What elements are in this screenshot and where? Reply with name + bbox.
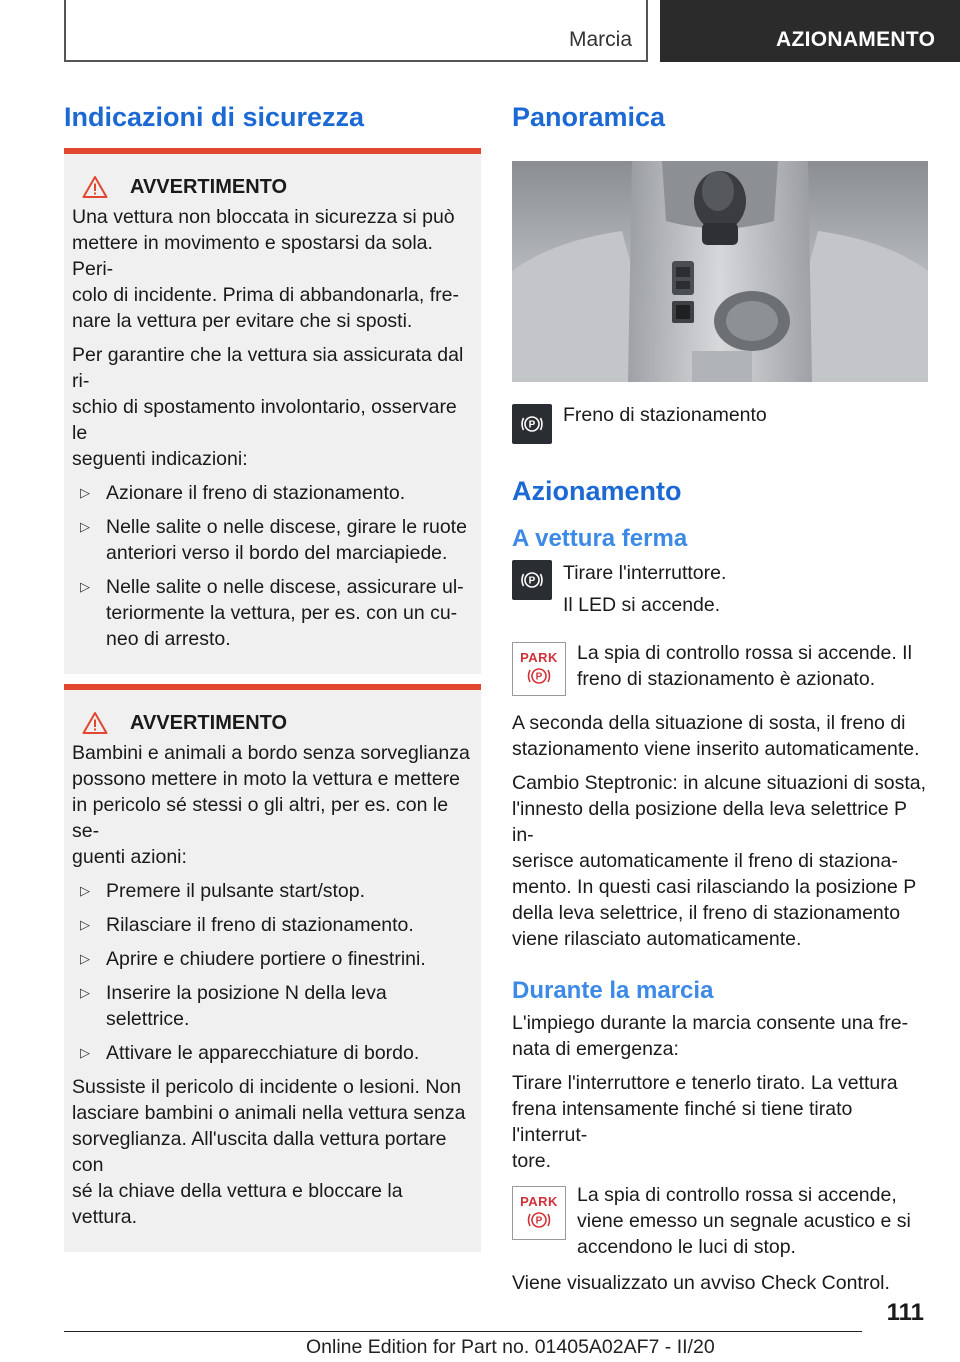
line: Per garantire che la vettura sia assicurata dal ri- [72,344,464,392]
emergency-braking-para: L'impiego durante la marcia consente una fre- nata di emergenza: [512,1012,909,1060]
warning-triangle-icon [82,175,108,199]
list-item [72,946,473,972]
overview-heading: Panoramica [512,102,666,132]
warning-box-1 [64,148,481,674]
park-indicator-row-1 [512,640,932,700]
left-column [64,100,481,1252]
warning-title-text-1: AVVERTIMENTO [130,175,288,198]
warning2-para2 [72,1074,473,1230]
bullet-text: Attivare le apparecchiature di bordo. [106,1042,420,1064]
list-item [72,1040,473,1066]
warning-box-2 [64,684,481,1252]
bullet-text: Azionare il freno di stazionamento. [106,482,406,504]
pull-switch-text: Tirare l'interruttore. [563,562,727,584]
park-indicator-icon [512,642,566,696]
safety-heading: Indicazioni di sicurezza [64,102,365,132]
header-section-label: Marcia [568,28,632,51]
warning-title-2 [72,710,473,736]
header-chapter-label: AZIONAMENTO [776,28,936,51]
park-label: PARK [520,1194,558,1209]
bullet-triangle-icon: ▷ [80,519,90,534]
bullet-triangle-icon: ▷ [80,951,90,966]
right-column [512,100,932,1304]
park-indicator-row-2 [512,1182,932,1268]
steptronic-para: Cambio Steptronic: in alcune situazioni di sosta, l'innesto della posizione della leva selettrice P in- serisce automaticamente il freno di staziona- mento. In questi casi rilasciando la posizione P della leva selettrice, il freno di stazionamento viene rilasciato automaticamente. [512,772,927,950]
park-indicator-text-1: La spia di controllo rossa si accende. Il freno di stazionamento è azionato. [577,642,912,690]
park-label: PARK [520,650,558,665]
auto-engage-para: A seconda della situazione di sosta, il freno di stazionamento viene inserito automaticamente. [512,712,920,760]
warning1-para1 [72,204,473,334]
park-indicator-icon [512,1186,566,1240]
warning-triangle-icon [82,711,108,735]
warning2-para1 [72,740,473,870]
line: schio di spostamento involontario, osservare le [72,396,457,444]
parking-brake-switch-icon [512,404,552,444]
svg-text:P: P [535,1215,543,1227]
line: guenti azioni: [72,846,187,868]
line: seguenti indicazioni: [72,448,248,470]
header-section-box [64,0,648,62]
header-chapter-tab[interactable] [660,0,960,62]
list-item [72,912,473,938]
line: nare la vettura per evitare che si sposti. [72,310,413,332]
svg-text:P: P [528,419,536,431]
bullet-triangle-icon: ▷ [80,917,90,932]
list-item [72,878,473,904]
stationary-heading: A vettura ferma [512,525,688,552]
driving-heading: Durante la marcia [512,977,714,1004]
page-header [0,0,960,66]
line: lasciare bambini o animali nella vettura senza [72,1102,466,1124]
bullet-text: Rilasciare il freno di stazionamento. [106,914,414,936]
line: in pericolo sé stessi o gli altri, per es. con le se- [72,794,449,842]
svg-text:P: P [535,671,543,683]
bullet-triangle-icon: ▷ [80,985,90,1000]
bullet-triangle-icon: ▷ [80,579,90,594]
svg-text:P: P [528,575,536,587]
check-control-text: Viene visualizzato un avviso Check Control. [512,1272,890,1294]
line: mettere in movimento e spostarsi da sola. Peri- [72,232,433,280]
center-console-photo [512,161,928,382]
switch-instructions [563,560,726,626]
line: possono mettere in moto la vettura e mettere [72,768,461,790]
page-number: 111 [886,1299,924,1326]
bullet-text: Nelle salite o nelle discese, assicurare ul- teriormente la vettura, per es. con un cu- neo di arresto. [106,576,464,650]
bullet-triangle-icon: ▷ [80,883,90,898]
list-item [72,980,473,1032]
switch-row [512,560,932,626]
bullet-text: Aprire e chiudere portiere o finestrini. [106,948,426,970]
footer-divider [64,1331,862,1332]
park-indicator-text-2: La spia di controllo rossa si accende, viene emesso un segnale acustico e si accendono le luci di stop. [577,1184,911,1258]
caption-row [512,402,932,444]
operation-heading: Azionamento [512,476,682,506]
list-item [72,514,473,566]
bullet-text: Premere il pulsante start/stop. [106,880,366,902]
warning-title-text-2: AVVERTIMENTO [130,711,288,734]
line: Una vettura non bloccata in sicurezza si può [72,206,455,228]
line: sé la chiave della vettura e bloccare la vettura. [72,1180,403,1228]
caption-text: Freno di stazionamento [563,404,767,426]
warning-title-1 [72,174,473,200]
line: Bambini e animali a bordo senza sorveglianza [72,742,470,764]
warning1-para2 [72,342,473,472]
list-item [72,574,473,652]
line: sorveglianza. All'uscita dalla vettura portare con [72,1128,447,1176]
bullet-triangle-icon: ▷ [80,485,90,500]
parking-brake-switch-icon [512,560,552,600]
line: Sussiste il pericolo di incidente o lesioni. Non [72,1076,462,1098]
bullet-triangle-icon: ▷ [80,1045,90,1060]
footer-edition: Online Edition for Part no. 01405A02AF7 - II/20 [306,1336,715,1358]
bullet-text: Inserire la posizione N della leva selettrice. [106,982,387,1030]
line: colo di incidente. Prima di abbandonarla, fre- [72,284,459,306]
bullet-text: Nelle salite o nelle discese, girare le ruote anteriori verso il bordo del marciapiede. [106,516,467,564]
hold-switch-para: Tirare l'interruttore e tenerlo tirato. La vettura frena intensamente finché si tiene tirato l'interrut- tore. [512,1072,898,1172]
list-item [72,480,473,506]
led-text: Il LED si accende. [563,594,721,616]
